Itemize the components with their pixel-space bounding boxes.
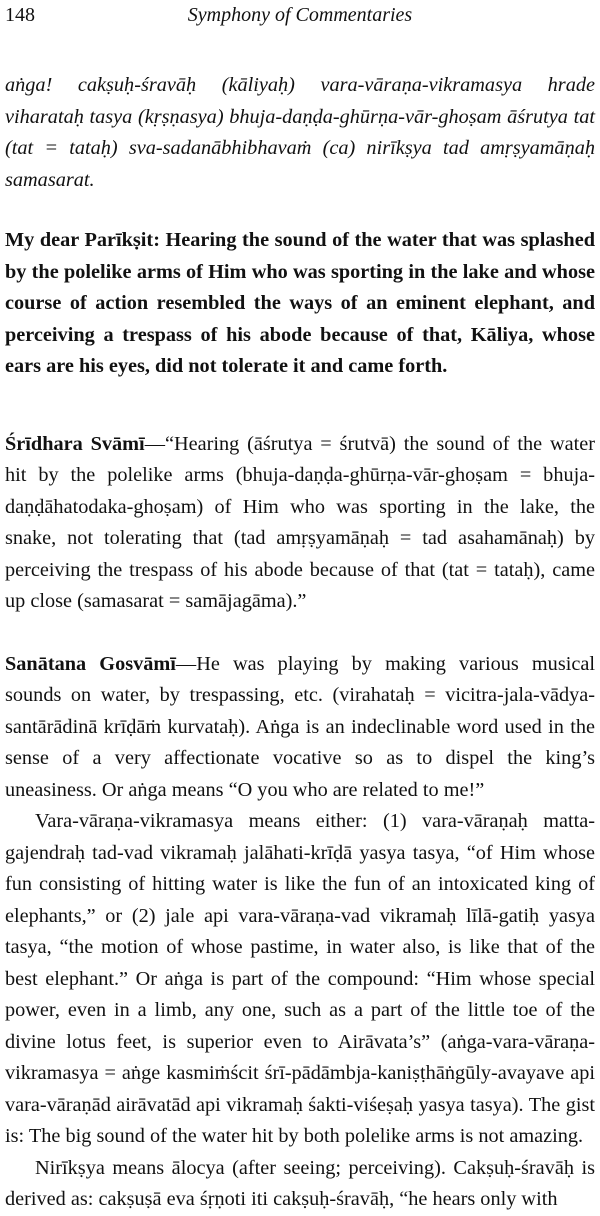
page-number: 148	[5, 4, 35, 26]
page-body	[5, 70, 595, 1216]
commentary-paragraph: Śrīdhara Svāmī—“Hearing (āśrutya = śrutvā) the sound of the water hit by the polelike arms (bhuja-daṇḍa-ghūrṇa-vār-ghoṣam = bhuja-daṇḍāhatodaka-ghoṣam) of Him who was sporting in the lake, the snake, not tolerating that (tad amṛṣyamāṇaḥ = tad asahamānaḥ) by perceiving the trespass of his abode because of that (tat = tataḥ), came up close (samasarat = samājagāma).”	[5, 432, 595, 612]
commentary-paragraph: Vara-vāraṇa-vikramasya means either: (1) vara-vāraṇaḥ matta-gajendraḥ tad-vad vikramaḥ jalāhati-krīḍā yasya tasya, “of Him whose fun consisting of hitting water is like the fun of an intoxicated king of elephants,” or (2) jale api vara-vāraṇa-vad vikramaḥ līlā-gatiḥ yasya tasya, “the motion of whose pastime, in water also, is like that of the best elephant.” Or aṅga is part of the compound: “Him whose special power, even in a limb, any one, such as a part of the little toe of the divine lotus feet, is superior even to Airāvata’s” (aṅga-vara-vāraṇa-vikramasya = aṅge kasmiṁścit śrī-pādāmbja-kaniṣṭhāṅgūly-avayave api vara-vāraṇād airāvatād api vikramaḥ śakti-viśeṣaḥ yasya tasya). The gist is: The big sound of the water hit by both polelike arms is not amazing.	[5, 810, 595, 1147]
running-title: Symphony of Commentaries	[187, 4, 413, 26]
commentary-sridhara	[5, 429, 595, 618]
verse-translation: My dear Parīkṣit: Hearing the sound of the water that was splashed by the polelike arms of Him who was sporting in the lake and whose course of action resembled the ways of an eminent elephant, and perceiving a trespass of his abode because of that, Kāliya, whose ears are his eyes, did not tolerate it and came forth.	[5, 229, 595, 377]
commentary-sanatana	[5, 649, 595, 1216]
commentary-text: “Hearing (āśrutya = śrutvā) the sound of the water hit by the polelike arms (bhuja-daṇḍa-ghūrṇa-vār-ghoṣam = bhuja-daṇḍāhatodaka-ghoṣam) of Him who was sporting in the lake, the snake, not tolerating that (tad amṛṣyamāṇaḥ = tad asahamānaḥ) by perceiving the trespass of his abode because of that (tat = tataḥ), came up close (samasarat = samājagāma).”	[5, 432, 595, 612]
page-header	[5, 2, 595, 28]
commentator-name: Sanātana Gosvāmī	[5, 652, 176, 675]
verse-text: aṅga! cakṣuḥ-śravāḥ (kāliyaḥ) vara-vāraṇa-vikramasya hrade viharataḥ tasya (kṛṣṇasya) bhuja-daṇḍa-ghūrṇa-vār-ghoṣam āśrutya tat (tat = tataḥ) sva-sadanābhibhavaṁ (ca) nirīkṣya tad amṛṣyamāṇaḥ samasarat.	[5, 74, 595, 191]
commentary-paragraph: Sanātana Gosvāmī—He was playing by making various musical sounds on water, by trespassing, etc. (virahataḥ = vicitra-jala-vādya-santārādinā krīḍāṁ kurvataḥ). Aṅga is an indeclinable word used in the sense of a very affectionate vocative so as to dispel the king’s uneasiness. Or aṅga means “O you who are related to me!”	[5, 652, 595, 801]
commentary-text: He was playing by making various musical sounds on water, by trespassing, etc. (virahataḥ = vicitra-jala-vādya-santārādinā krīḍāṁ kurvataḥ). Aṅga is an indeclinable word used in the sense of a very affectionate vocative so as to dispel the king’s uneasiness. Or aṅga means “O you who are related to me!”	[5, 652, 595, 801]
commentator-name: Śrīdhara Svāmī	[5, 432, 145, 455]
commentary-paragraph: Nirīkṣya means ālocya (after seeing; perceiving). Cakṣuḥ-śravāḥ is derived as: cakṣuṣā eva śṛṇoti iti cakṣuḥ-śravāḥ, “he hears only with	[5, 1156, 595, 1210]
